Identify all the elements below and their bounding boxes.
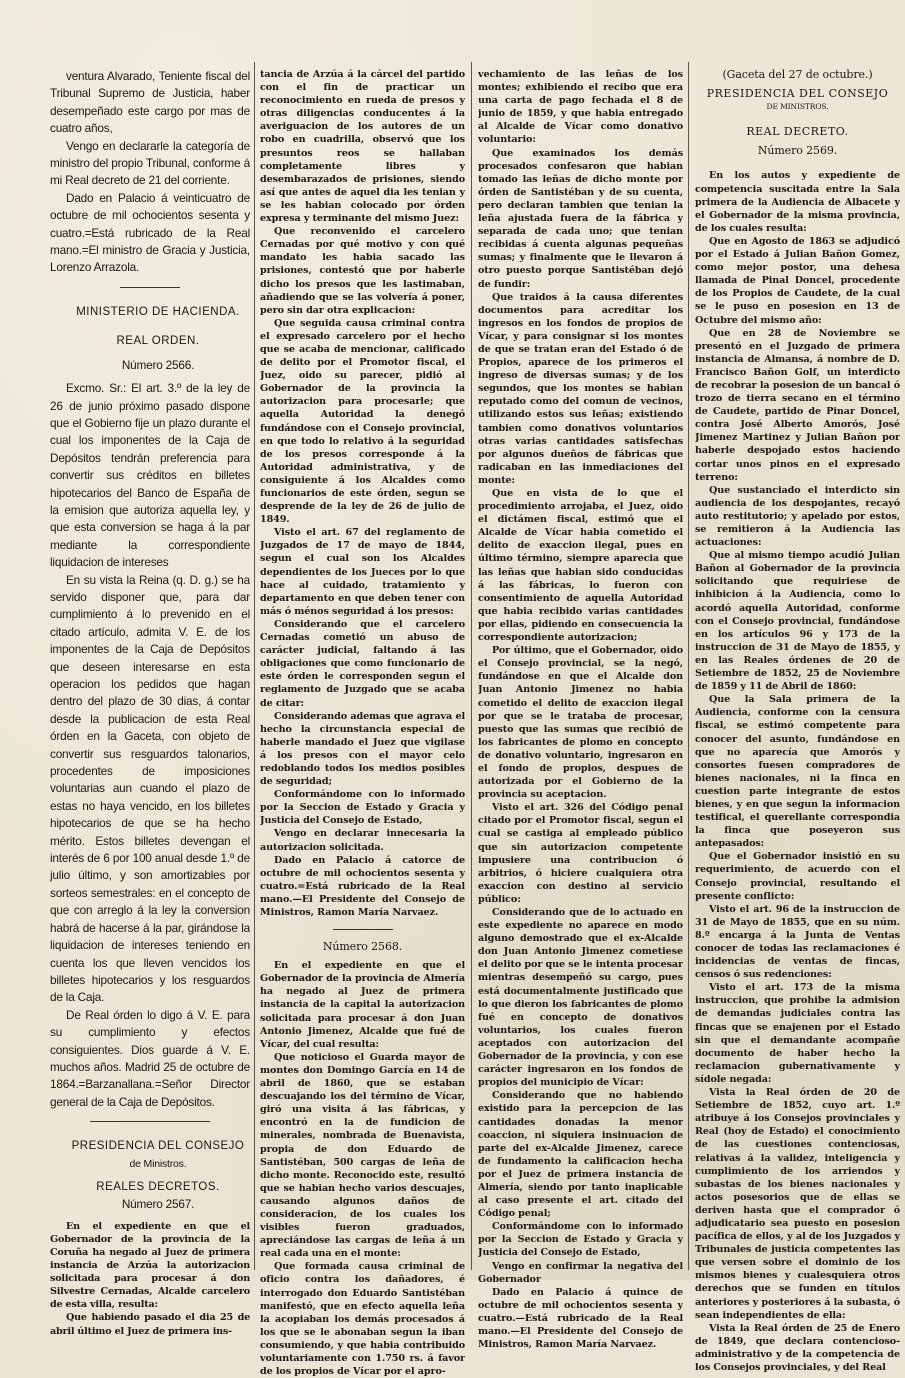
paragraph: En su vista la Reina (q. D. g.) se ha servido disponer que, para dar cumplimiento á lo prevenido en el citado artículo, admita V. E. de los imponentes de la Caja de Depósitos que deseen interesarse en esta operacion los pedidos que hagan dentro del plazo de 30 dias, á contar desde la publicacion de esta Real órden en la Gaceta, con objeto de convertir sus resguardos talonarios, procedentes de imposiciones voluntarias aun cuando el plazo de estas no haya vencido, en los billetes hipotecarios de que se ha hecho mérito. Estos billetes devengan el interés de 6 por 100 anual desde 1.º de julio último, y son amortizables por sorteos semestrales: en el concepto de que con arreglo á la ley la conversion habrá de hacerse á la par, girándose la liquidacion de intereses teniendo en cuenta los que lleven vencidos los billetes hipotecarios y los resguardos de la Caja. [50,572,250,1005]
column-1 [50,68,250,1338]
paragraph: Conformándome con lo informado por la Seccion de Estado y Gracia y Justicia del Consejo de Estado, [260,789,465,827]
paragraph: Dado en Palacio á quince de octubre de mil ochocientos sesenta y cuatro.—Está rubricado de la Real mano.—El Presidente del Consejo de Ministros, Ramon María Narvaez. [478,1286,683,1351]
paragraph: Que noticioso el Guarda mayor de montes don Domingo García en 14 de abril de 1860, que se estaban descuajando los del término de Vícar, giró una visita á las fábricas, y encontró en la de fundicion de minerales, nombrada de Buenavista, propia de don Eduardo de Santistéban, 500 cargas de leña de dicho monte. Reconocido este, resultó que se habian hecho varios descuajes, causando algunos daños de consideracion, de los cuales los visibles fueron graduados, apreciándose las cargas de leña á un real cada una en el monte: [260,1051,465,1260]
paragraph: Considerando que el carcelero Cernadas cometió un abuso de carácter judicial, faltando á las obligaciones que como funcionario de este órden le corresponden segun el reglamento de Juzgado que se acaba de citar: [260,618,465,709]
presidency-subheading: de Ministros. [129,1157,187,1170]
column-2 [260,68,465,1378]
separator [90,1121,210,1122]
paragraph: Excmo. Sr.: El art. 3.º de la ley de 26 de junio próximo pasado dispone que el Gobierno fije un plazo durante el cual los imponentes de la Caja de Depósitos tendrán preferencia para convertir sus créditos en billetes hipotecarios del Banco de España de la emision que autoriza aquella ley, y que esta conversion se haga á la par mediante la correspondiente liquidacion de intereses [50,381,250,570]
paragraph: Que reconvenido el carcelero Cernadas por qué motivo y con qué mandato les habia sacado las prisiones, contestó que por haberle dicho los presos que les lastimaban, añadiendo que se las volvería á poner, pero sin dar otra explicacion: [260,226,465,316]
paragraph: Considerando que de lo actuado en este expediente no aparece en modo alguno demostrado que el ex-Alcalde don Juan Antonio Jimenez cometiese el delito por que se le intenta procesar mientras desempeñó su cargo, pues está documentalmente justificado que lo que dieron los fabricantes de plomo fué en concepto de donativos voluntarios, los cuales fueron aceptados con autorizacion del Gobernador de la provincia, y con ese carácter ingresaron en los fondos de propios del municipio de Vícar: [478,907,683,1089]
paragraph: Visto el art. 67 del reglamento de Juzgados de 17 de mayo de 1844, segun el cual son los Alcaldes dependientes de los Jueces por lo que hace al cuidado, tratamiento y departamento en que deben tener con más ó ménos seguridad á los presos: [260,527,465,617]
presidency-subheading: DE MINISTROS. [766,102,829,112]
number-heading: Número 2566. [121,357,195,372]
column-rule [688,62,689,1270]
paragraph: Dado en Palacio á veinticuatro de octubre de mil ochocientos sesenta y cuatro.=Está rubricado de la Real mano.=El ministro de Gracia y Justicia, Lorenzo Arrazola. [50,190,250,275]
paragraph: Que la Sala primera de la Audiencia, conforme con la censura fiscal, se estimó competente para conocer del asunto, fundándose en que no aparecía que Amorós y consortes fuesen compradores de bienes nacionales, ni la finca en cuestion parte integrante de estos bienes, y en que segun la informacion testifical, el querellante correspondia la finca que poseyeron sus antepasados: [695,694,900,850]
paragraph: Que en Agosto de 1863 se adjudicó por el Estado á Julian Bañon Gomez, como mejor postor, una dehesa llamada de Pinal Doncel, procedente de los Propios de Caudete, de la cual se le puso en posesion en 13 de Octubre del mismo año: [695,235,900,326]
column-4 [695,68,900,1374]
paragraph: En el expediente en que el Gobernador de la provincia de Almería ha negado al Juez de primera instancia de la capital la autorizacion solicitada para procesar á don Juan Antonio Jimenez, Alcalde que fué de Vícar, del cual resulta: [260,960,465,1050]
section-heading: REALES DECRETOS. [96,1180,220,1193]
paragraph: Que al mismo tiempo acudió Julian Bañon al Gobernador de la provincia solicitando que requiriese de inhibicion á la Audiencia, como lo acordó aquella Autoridad, conforme con el Consejo provincial, fundándose en los artículos 96 y 173 de la instruccion de 31 de Mayo de 1855, y en las Reales órdenes de 20 de Setiembre de 1852, 25 de Noviembre de 1859 y 11 de Abril de 1860: [695,550,900,693]
paragraph: Vengo en declarar innecesaria la autorizacion solicitada. [260,828,465,853]
paragraph: Visto el art. 326 del Código penal citado por el Promotor fiscal, segun el cual se castiga al empleado público que sin autorizacion competente impusiere una contribucion ó arbitrios, ó hiciere cualquiera otra exaccion con destino al servicio público: [478,802,683,905]
paragraph: Visto el art. 96 de la instruccion de 31 de Mayo de 1855, que en su núm. 8.º encarga á la Junta de Ventas conocer de todas las reclamaciones é incidencias de ventas de fincas, censos ó sus redenciones: [695,903,900,981]
separator [333,929,393,930]
column-3 [478,68,683,1351]
paragraph: tancia de Arzúa á la cárcel del partido con el fin de practicar un reconocimiento en rueda de presos y otras diligencias conducentes á la averiguacion de los autores de un robo en cuadrilla, observó que los presuntos reos se hallaban completamente libres y desembarazados de prisiones, siendo así que antes de aquel dia les tenian y se les habian colocado por órden expresa y terminante del mismo Juez: [260,69,465,225]
number-heading: Número 2568. [322,940,403,954]
paragraph: De Real órden lo digo á V. E. para su cumplimiento y efectos consiguientes. Dios guarde á V. E. muchos años. Madrid 25 de octubre de 1864.=Barzanallana.=Señor Director general de la Caja de Depósitos. [50,1007,250,1109]
presidency-heading: PRESIDENCIA DEL CONSEJO [706,87,889,101]
presidency-heading: PRESIDENCIA DEL CONSEJO [71,1140,245,1153]
paragraph: Que en 28 de Noviembre se presentó en el Juzgado de primera instancia de Almansa, á nombre de D. Francisco Bañon Golf, un interdicto de recobrar la posesion de un bancal ó trozo de tierra secano en el término de Caudete, partido de Pinar Doncel, contra José Alberto Amorós, José Jimenez Martinez y Julian Bañon por haberle despojado estos haciendo cortar unos pinos en el expresado terreno: [695,327,900,483]
separator [120,287,180,288]
paragraph: Considerando ademas que agrava el hecho la circunstancia especial de haberle mandado el Juez que vigilase á los presos con el mayor celo redoblando todos los medios posibles de seguridad; [260,710,465,788]
paragraph: En los autos y expediente de competencia suscitada entre la Sala primera de la Audiencia de Albacete y el Gobernador de la misma provincia, de los cuales resulta: [695,170,900,234]
paragraph: Conformándome con lo informado por la Seccion de Estado y Gracia y Justicia del Consejo de Estado, [478,1221,683,1259]
number-heading: Número 2569. [757,144,838,158]
paragraph: vechamiento de las leñas de los montes; exhibiendo el recibo que era una carta de pago fechada el 8 de junio de 1859, y que habia entregado al Alcalde de Vícar como donativo voluntario: [478,69,683,146]
paragraph: Por último, que el Gobernador, oido el Consejo provincial, se la negó, fundándose en que el Alcalde don Juan Antonio Jimenez no habia cometido el delito de exaccion ilegal por que se le trataba de procesar, puesto que las sumas que recibió de los fabricantes de plomo en concepto de donativo voluntario, ingresaron en el fondo de propios, despues de autorizada por el Gobierno de la provincia su aceptacion. [478,645,683,801]
paragraph: Que sustanciado el interdicto sin audiencia de los despojantes, recayó auto restitutorio; y apelado por estos, se remitieron á la Audiencia las actuaciones: [695,484,900,549]
paragraph: Vengo en confirmar la negativa del Gobernador [478,1260,683,1285]
paragraph: Que el Gobernador insistió en su requerimiento, de acuerdo con el Consejo provincial, resultando el presente conflicto: [695,851,900,902]
paragraph: Vengo en declararle la categoría de ministro del propio Tribunal, conforme á mi Real decreto de 21 del corriente. [50,138,250,188]
column-rule [471,62,472,1270]
paragraph: ventura Alvarado, Teniente fiscal del Tribunal Supremo de Justicia, haber desempeñado este cargo por mas de cuatro años, [50,69,250,136]
paragraph: Que en vista de lo que el procedimiento arrojaba, el Juez, oido el dictámen fiscal, estimó que el Alcalde de Vícar habia cometido el delito de exaccion ilegal, pues en último término, siempre aparecia que las leñas que habian sido conducidas á las fábricas, lo fueron con consentimiento de aquella Autoridad que habia recibido varias cantidades por ellas, pidiendo en consecuencia la correspondiente autorizacion; [478,488,683,644]
paragraph: Considerando que no habiendo existido para la percepcion de las cantidades donadas la menor coaccion, ni siquiera insinuacion de parte del ex-Alcalde Jimenez, carece de fundamento la calificacion hecha por el Juez de primera instancia de Almería, siendo por tanto inaplicable al caso presente el art. citado del Código penal; [478,1090,683,1220]
gazette-date: (Gaceta del 27 de octubre.) [722,68,873,81]
paragraph: Vista la Real órden de 20 de Setiembre de 1852, cuyo art. 1.º atribuye á los Consejos provinciales y Real (hoy de Estado) el conocimiento de las cuestiones contenciosas, relativas á la validez, inteligencia y cumplimiento de los arriendos y subastas de los bienes nacionales y actos posesorios que de ellas se deriven hasta que el comprador ó adjudicatario sea puesto en posesion pacífica de ellos, y al de los Juzgados y Tribunales de justicia competentes las que versen sobre el dominio de los mismos bienes y cualesquiera otros derechos que se funden en títulos anteriores y posteriores á la subasta, ó sean independientes de ella: [695,1087,900,1321]
column-rule [254,62,255,1270]
paragraph: Que formada causa criminal de oficio contra los dañadores, é interrogado don Eduardo Santistéban manifestó, que en efecto aquella leña la acopiaban los demás procesados á los que se le abonaban segun la iban consumiendo, y que habia contribuido voluntariamente con 1.750 rs. á favor de los propios de Vícar por el apro- [260,1261,465,1378]
paragraph: Que examinados los demás procesados confesaron que habian tomado las leñas de dicho monte por órden de Santistéban y de su cuenta, pero declaran tambien que tenian la leña ajustada fuera de la fábrica y separada de cada uno; que tenian recibidas á cuenta algunas pequeñas sumas; y finalmente que le llevaron á otro puesto porque Santistéban dejó de fundir: [478,147,683,290]
paragraph: Que seguida causa criminal contra el expresado carcelero por el hecho que se acaba de mencionar, calificado de delito por el Promotor fiscal, el Juez, oido su parecer, pidió al Gobernador de la provincia la autorizacion para procesarle; que aquella Autoridad la denegó fundándose con el Consejo provincial, en que todo lo relativo á la seguridad de los presos corresponde á la Autoridad administrativa, y de consiguiente á los Alcaldes como funcionarios de este órden, segun se desprende de la ley de 26 de julio de 1849. [260,317,465,526]
paragraph: Vista la Real órden de 25 de Enero de 1849, que declara contencioso-administrativo y de la competencia de los Consejos provinciales, y del Real [695,1322,900,1373]
paragraph: En el expediente en que el Gobernador de la provincia de la Coruña ha negado al Juez de primera instancia de Arzúa la autorizacion solicitada para procesar á don Silvestre Cernadas, Alcalde carcelero de esta villa, resulta: [50,1220,250,1311]
section-heading: REAL ORDEN. [116,335,200,348]
ministry-heading: MINISTERIO DE HACIENDA. [76,305,240,318]
section-heading: REAL DECRETO. [746,125,849,139]
paragraph: Visto el art. 173 de la misma instruccion, que prohibe la admision de demandas judiciales contra las fincas que se enajenen por el Estado sin que el demandante acompañe documento de haber hecho la reclamacion gubernativamente y sídole negada: [695,982,900,1085]
paragraph: Que traidos á la causa diferentes documentos para acreditar los ingresos en los fondos de propios de Vícar, y para consignar si los montes de que se tratan eran del Estado ó de Propios, aparece de los primeros el ingreso de diversas sumas; y de los segundos, que los montes se habian reputado como del comun de vecinos, utilizando estos sus leñas; existiendo tambien como donativos voluntarios otras varias cantidades satisfechas por algunos dueños de fábricas que radicaban en las inmediaciones del monte: [478,291,683,486]
paragraph: Que habiendo pasado el dia 25 de abril último el Juez de primera ins- [50,1312,250,1337]
number-heading: Número 2567. [121,1197,195,1212]
paragraph: Dado en Palacio á catorce de octubre de mil ochocientos sesenta y cuatro.=Está rubricado de la Real mano.—El Presidente del Consejo de Ministros, Ramon María Narvaez. [260,854,465,918]
